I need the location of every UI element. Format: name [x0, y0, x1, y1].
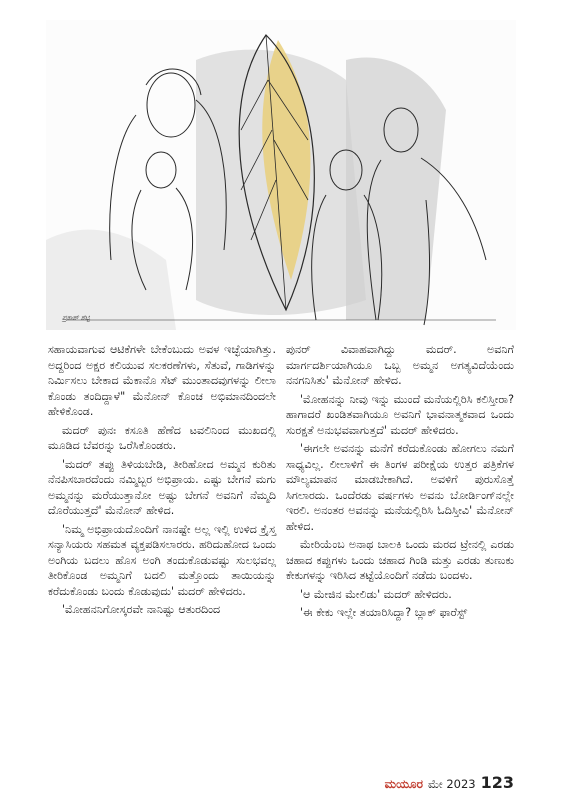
paragraph: 'ಈಗಲೇ ಅವನನ್ನು ಮನೆಗೆ ಕರೆದುಕೊಂಡು ಹೋಗಲು ನಮಗೆ ಸಾಧ್ಯವಿಲ್ಲ. ಲೀಲಾಳಿಗೆ ಈ ತಿಂಗಳ ಪರೀಕ್ಷೆಯ ಉತ್ತರ ಪತ್ರಿಕೆಗಳ ಮೌಲ್ಯಮಾಪನ ಮಾಡಬೇಕಾಗಿದೆ. ಅವಳಿಗೆ ಪುರುಸೊತ್ತೆ ಸಿಗಲಾರದು. ಒಂದೆರಡು ವರ್ಷಗಳು ಅವನು ಬೋರ್ಡಿಂಗ್‌ನಲ್ಲೇ ಇರಲಿ. ಅನಂತರ ಅವನನ್ನು ಮನೆಯಲ್ಲಿರಿಸಿ ಓದಿಸ್ತೀವಿ' ಮೆನೋನ್ ಹೇಳಿದ.: [286, 442, 514, 533]
paragraph: 'ಮೋಹನನಿಗೋಸ್ಕರವೇ ನಾನಿಷ್ಟು ಆತುರದಿಂದ: [62, 603, 221, 616]
paragraph: ಮೇರಿಯೆಂಬ ಅನಾಥ ಬಾಲಕಿ ಒಂದು ಮರದ ಟ್ರೇನಲ್ಲಿ ಎರಡು ಚಹಾದ ಕಪ್ಪುಗಳು ಒಂದು ಚಹಾದ ಗಿಂಡಿ ಮತ್ತು ಎರಡು ತುಣುಕು ಕೇಕುಗಳನ್ನು ಇರಿಸಿದ ತಟ್ಟೆಯೊಂದಿಗೆ ನಡೆದು ಬಂದಳು.: [286, 538, 514, 582]
illustration-art: [46, 20, 516, 330]
artist-signature: ಪ್ರಕಾಶ್ ಶೆಟ್ಟಿ: [62, 314, 90, 322]
left-column: [48, 342, 276, 762]
article-illustration: [46, 20, 516, 330]
paragraph: 'ನಿಮ್ಮ ಅಭಿಪ್ರಾಯದೊಂದಿಗೆ ನಾನಷ್ಟೇ ಅಲ್ಲ ಇಲ್ಲಿ ಉಳಿದ ಕ್ರೈಸ್ತ ಸನ್ಯಾಸಿಯರು ಸಹಮತ ವ್ಯಕ್ತಪಡಿಸಲಾರರು. ಹರಿದುಹೋದ ಒಂದು ಅಂಗಿಯ ಬದಲು ಹೊಸ ಅಂಗಿ ತಂದುಕೊಡುವಷ್ಟು ಸುಲಭವಲ್ಲ ತೀರಿಕೊಂಡ ಅಮ್ಮನಿಗೆ ಬದಲಿ ಮತ್ತೊಂದು ತಾಯಿಯನ್ನು ಕರೆದುಕೊಂಡು ಬಂದು ಕೊಡುವುದು' ಮದರ್ ಹೇಳಿದರು.: [48, 522, 276, 598]
paragraph: 'ಮೋಹನನ್ನು ನೀವು ಇನ್ನು ಮುಂದೆ ಮನೆಯಲ್ಲಿರಿಸಿ ಕಲಿಸ್ತೀರಾ? ಹಾಗಾದರೆ ಖಂಡಿತವಾಗಿಯೂ ಅವನಿಗೆ ಭಾವನಾತ್ಮಕವಾದ ಒಂದು ಸುರಕ್ಷತೆ ಅನುಭವವಾಗುತ್ತದೆ' ಮದರ್ ಹೇಳಿದರು.: [286, 392, 514, 437]
page-number: 123: [480, 773, 514, 792]
article-body: [48, 342, 514, 762]
paragraph: ಪುನರ್ ವಿವಾಹವಾಗಿದ್ದು ಮದರ್. ಅವನಿಗೆ ಮಾರ್ಗದರ್ಶಿಯಾಗಿಯೂ ಒಬ್ಬ ಅಮ್ಮನ ಅಗತ್ಯವಿದೆಯೆಂದು ನನಗನಿಸಿತು' ಮೆನೋನ್ ಹೇಳಿದ.: [286, 343, 514, 387]
magazine-name: ಮಯೂರ: [384, 777, 423, 791]
issue-month: ಮೇ 2023: [427, 777, 476, 791]
right-column: [286, 342, 514, 762]
paragraph: ಸಹಾಯವಾಗುವ ಆಟಿಕೆಗಳೇ ಬೇಕೆಂಬುದು ಅವಳ ಇಚ್ಛೆಯಾಗಿತ್ತು. ಅದ್ದರಿಂದ ಅಕ್ಷರ ಕಲಿಯುವ ಸಲಕರಣೆಗಳು, ಸೆತುವೆ, ಗಾಡಿಗಳನ್ನು ನಿರ್ಮಿಸಲು ಬೇಕಾದ ಮೆಕಾನೊ ಸೆಟ್ ಮುಂತಾದವುಗಳನ್ನು ಲೀಲಾ ಕೊಂಡು ತಂದಿದ್ದಾಳೆ" ಮೆನೋನ್ ಕೊಂಚ ಅಭಿಮಾನದಿಂದಲೇ ಹೇಳಿಕೊಂಡ.: [48, 343, 276, 418]
paragraph: 'ಮದರ್ ತಪ್ಪು ತಿಳಿಯಬೇಡಿ, ತೀರಿಹೋದ ಅಮ್ಮನ ಕುರಿತು ನೆನಪಿಸಬಾರದೆಂದು ನಮ್ಮಿಬ್ಬರ ಅಭಿಪ್ರಾಯ. ಎಷ್ಟು ಬೇಗನೆ ಮಗು ಅಮ್ಮನನ್ನು ಮರೆಯುತ್ತಾನೋ ಅಷ್ಟು ಬೇಗನೆ ಅವನಿಗೆ ನೆಮ್ಮದಿ ದೊರೆಯುತ್ತದೆ' ಮೆನೋನ್ ಹೇಳಿದ.: [48, 457, 276, 517]
paragraph: 'ಆ ಮೇಜಿನ ಮೇಲಿಡು' ಮದರ್ ಹೇಳಿದರು.: [300, 587, 452, 601]
page-footer: [385, 773, 514, 793]
paragraph: 'ಈ ಕೇಕು ಇಲ್ಲೇ ತಯಾರಿಸಿದ್ದಾ? ಬ್ಲಾಕ್ ಫಾರೆಸ್ಟ್: [300, 606, 468, 619]
paragraph: ಮದರ್ ಪುನಃ ಕಸೂತಿ ಹೆಣೆದ ಟವಲಿನಿಂದ ಮುಖದಲ್ಲಿ ಮೂಡಿದ ಬೆವರನ್ನು ಒರೆಸಿಕೊಂಡರು.: [48, 423, 276, 452]
